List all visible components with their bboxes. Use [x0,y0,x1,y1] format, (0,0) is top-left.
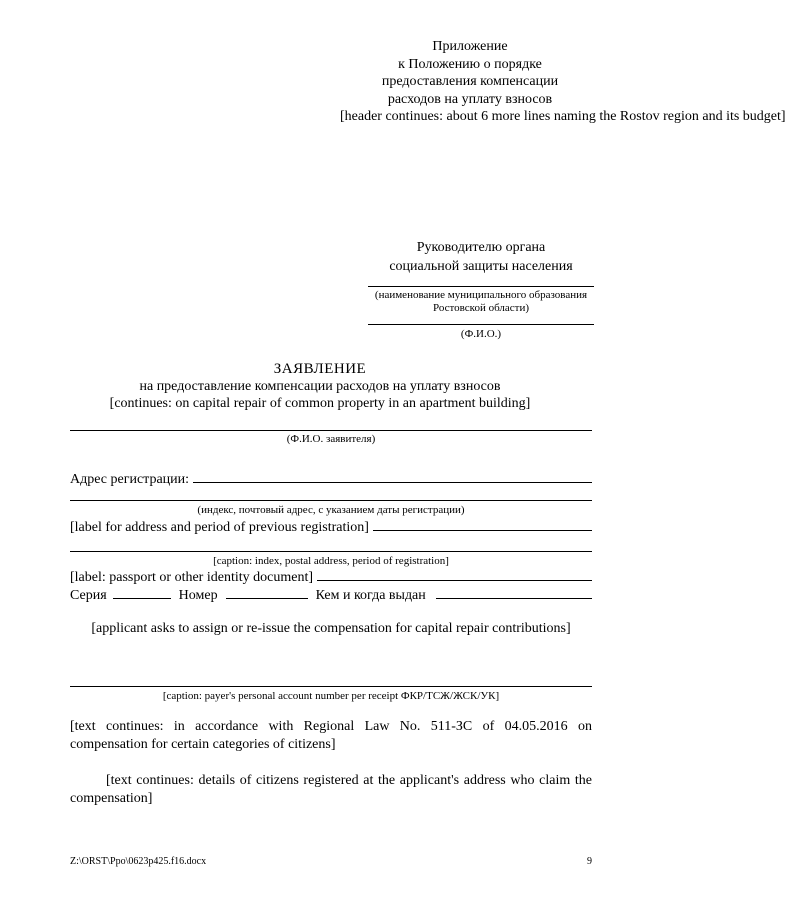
annex-line: Приложение [432,39,508,54]
annex-line: к Положению о порядке [398,56,542,72]
statement-subtitle-1: на предоставление компенсации расходов на уплату взносов [139,379,501,394]
footer-page-number: 9 [587,856,592,867]
previous-registration-label: [label for address and period of previous registration] [70,520,369,535]
official-fio-line[interactable] [368,324,594,325]
request-paragraph: [applicant asks to assign or re-issue the compensation for capital repair contributions] [91,621,571,636]
annex-line: [header continues: about 6 more lines naming the Rostov region and its budget] [340,109,786,124]
annex-line: предоставления компенсации [381,74,559,89]
registered-citizens-paragraph: [text continues: details of citizens registered at the applicant's address who claim the compensation] [70,773,592,806]
annex-header [340,38,786,126]
law-reference-paragraph: [text continues: in accordance with Regional Law No. 511-ЗС of 04.05.2016 on compensation for certain categories of citizens] [70,719,592,752]
addressee-line-2: социальной защиты населения [389,259,573,274]
registration-address-field[interactable] [193,470,592,483]
organization-field-block [368,286,594,315]
registration-address-row [70,470,592,489]
applicant-name-block [70,430,592,446]
official-fio-block [368,324,594,341]
footer-file-path: Z:\ORST\Ppo\0623p425.f16.docx [70,856,207,867]
issued-by-field[interactable] [436,586,592,599]
issued-by-label: Кем и когда выдан [315,588,426,603]
previous-registration-row [70,518,592,537]
previous-registration-line-2[interactable] [70,551,592,552]
registration-address-line-2[interactable] [70,500,592,501]
identity-document-row [70,568,592,587]
account-number-caption: [caption: payer's personal account number per receipt ФКР/ТСЖ/ЖСК/УК] [162,690,500,702]
account-number-line[interactable] [70,686,592,687]
statement-subtitle-2: [continues: on capital repair of common property in an apartment building] [109,396,531,411]
passport-details-row [70,586,592,605]
addressee [368,238,594,276]
organization-caption: (наименование муниципального образования Ростовской области) [374,289,588,314]
series-field[interactable] [113,586,171,599]
registration-address-label: Адрес регистрации: [70,472,190,487]
previous-registration-field[interactable] [373,518,592,531]
applicant-name-caption: (Ф.И.О. заявителя) [286,433,376,445]
official-fio-caption: (Ф.И.О.) [460,328,502,340]
statement-title: ЗАЯВЛЕНИЕ [273,361,367,377]
registration-address-caption: (индекс, почтовый адрес, с указанием даты регистрации) [197,504,465,516]
number-label: Номер [178,588,218,603]
identity-document-label: [label: passport or other identity document] [70,570,313,585]
previous-registration-caption: [caption: index, postal address, period of registration] [213,555,449,567]
organization-field-line[interactable] [368,286,594,287]
statement-title-block [60,360,580,412]
series-label: Серия [70,588,107,603]
number-field[interactable] [226,586,308,599]
identity-document-field[interactable] [317,568,592,581]
annex-line: расходов на уплату взносов [387,91,553,107]
applicant-name-line[interactable] [70,430,592,431]
addressee-line-1: Руководителю органа [416,240,546,255]
